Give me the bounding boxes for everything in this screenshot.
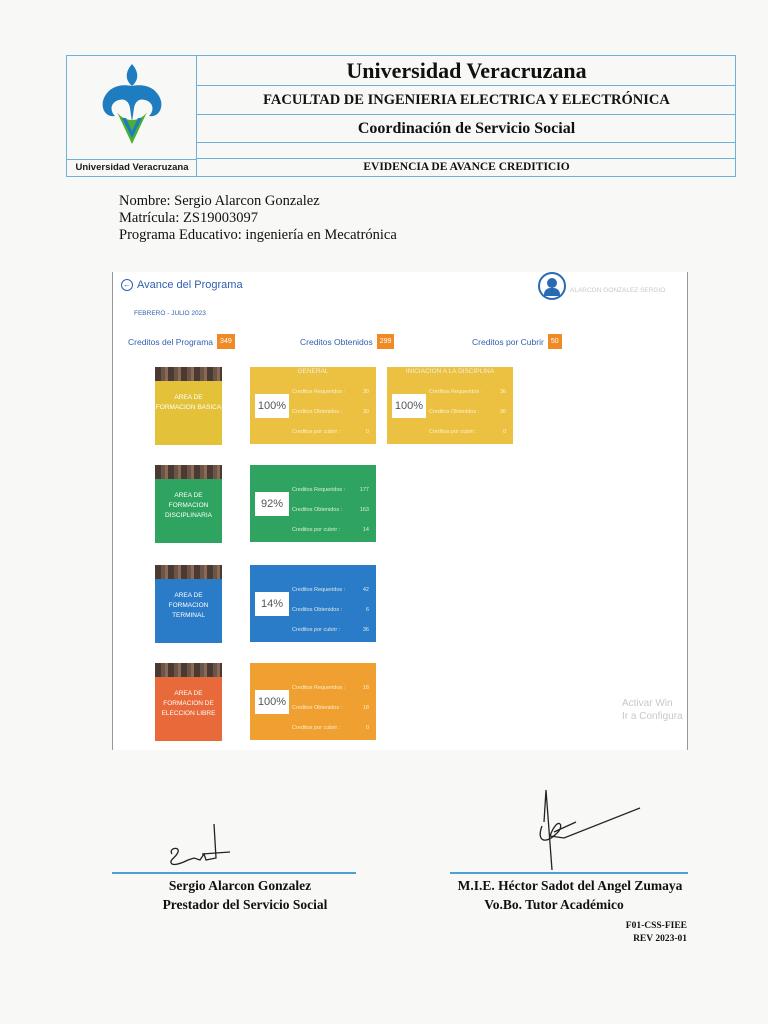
card-percent: 14% bbox=[255, 592, 289, 616]
card-row: Creditos por cubrir : 14 bbox=[292, 527, 369, 533]
tutor-signature bbox=[536, 786, 648, 872]
card-row: Creditos Obtenidos : 163 bbox=[292, 507, 369, 513]
area-tile-terminal[interactable] bbox=[155, 565, 222, 643]
card-row: Creditos por cubrir : 36 bbox=[292, 627, 369, 633]
card-row: Creditos Requeridos : 42 bbox=[292, 587, 369, 593]
card-percent: 92% bbox=[255, 492, 289, 516]
summary-obtained-label: Creditos Obtenidos bbox=[300, 336, 373, 347]
area-tile-label: AREA DE FORMACION TERMINAL bbox=[168, 592, 209, 619]
card-row: Creditos por cubrir : 0 bbox=[429, 429, 506, 435]
student-id: Matrícula: ZS19003097 bbox=[119, 210, 258, 226]
card-heading: INICIACION A LA DISCIPLINA bbox=[405, 368, 495, 375]
form-revision: REV 2023-01 bbox=[633, 934, 687, 944]
credit-card-disciplinaria[interactable] bbox=[250, 465, 376, 542]
screen-title-text: Avance del Programa bbox=[137, 279, 243, 291]
summary-obtained-value: 299 bbox=[377, 334, 395, 349]
blank-row bbox=[197, 143, 736, 159]
card-row: Creditos por cubrir : 0 bbox=[292, 429, 369, 435]
user-avatar-icon[interactable] bbox=[538, 272, 566, 300]
document-title: EVIDENCIA DE AVANCE CREDITICIO bbox=[363, 161, 570, 173]
summary-program bbox=[128, 334, 235, 349]
student-info bbox=[119, 193, 397, 244]
credit-card-eleccion-libre[interactable] bbox=[250, 663, 376, 740]
student-signer-name: Sergio Alarcon Gonzalez bbox=[168, 878, 312, 893]
area-tile-label: AREA DE FORMACION BASICA bbox=[155, 394, 222, 411]
university-logo bbox=[95, 62, 169, 146]
card-row: Creditos Obtenidos : 36 bbox=[429, 409, 506, 415]
card-percent: 100% bbox=[255, 690, 289, 714]
period-label: FEBRERO - JULIO 2023 bbox=[134, 310, 206, 317]
area-tile-label: AREA DE FORMACION DE ELECCION LIBRE bbox=[161, 690, 216, 717]
card-row: Creditos por cubrir : 0 bbox=[292, 725, 369, 731]
summary-obtained bbox=[300, 334, 394, 349]
area-tile-disciplinaria[interactable] bbox=[155, 465, 222, 543]
summary-remaining-label: Creditos por Cubrir bbox=[472, 336, 544, 347]
credit-card-iniciacion[interactable] bbox=[387, 367, 513, 444]
card-heading: GENERAL bbox=[297, 368, 329, 375]
summary-remaining bbox=[472, 334, 562, 349]
card-row: Creditos Requeridos : 177 bbox=[292, 487, 369, 493]
screen-title bbox=[121, 279, 243, 291]
card-row: Creditos Requeridos : 36 bbox=[429, 389, 506, 395]
activation-watermark: Activar Win Ir a Configura bbox=[622, 698, 683, 722]
university-title: Universidad Veracruzana bbox=[197, 56, 736, 86]
card-row: Creditos Obtenidos : 6 bbox=[292, 607, 369, 613]
student-signer-role: Prestador del Servicio Social bbox=[162, 897, 328, 912]
credit-card-general[interactable] bbox=[250, 367, 376, 444]
card-row: Creditos Obtenidos : 30 bbox=[292, 409, 369, 415]
tutor-signature-line bbox=[450, 872, 688, 874]
credit-card-terminal[interactable] bbox=[250, 565, 376, 642]
student-program: Programa Educativo: ingeniería en Mecatrónica bbox=[119, 227, 397, 243]
progress-screenshot bbox=[112, 272, 688, 750]
user-name: ALARCON GONZALEZ SERGIO bbox=[570, 287, 666, 294]
form-code: F01-CSS-FIEE bbox=[625, 921, 687, 931]
tutor-signer-name: M.I.E. Héctor Sadot del Angel Zumaya bbox=[457, 878, 683, 893]
summary-remaining-value: 50 bbox=[548, 334, 562, 349]
student-name: Nombre: Sergio Alarcon Gonzalez bbox=[119, 193, 320, 209]
card-percent: 100% bbox=[255, 394, 289, 418]
document-header bbox=[66, 55, 736, 177]
back-arrow-icon[interactable]: ← bbox=[123, 280, 131, 289]
logo-cell bbox=[67, 56, 197, 176]
area-tile-basica[interactable] bbox=[155, 367, 222, 445]
student-signature-line bbox=[112, 872, 356, 874]
card-percent: 100% bbox=[392, 394, 426, 418]
card-row: Creditos Obtenidos : 18 bbox=[292, 705, 369, 711]
faculty-title: FACULTAD DE INGENIERIA ELECTRICA Y ELECTRÓNICA bbox=[197, 86, 736, 115]
tutor-signer-role: Vo.Bo. Tutor Académico bbox=[484, 897, 624, 912]
summary-program-value: 349 bbox=[217, 334, 235, 349]
department-title: Coordinación de Servicio Social bbox=[197, 115, 736, 143]
area-tile-label: AREA DE FORMACION DISCIPLINARIA bbox=[165, 492, 212, 519]
logo-caption: Universidad Veracruzana bbox=[67, 159, 197, 176]
card-row: Creditos Requeridos : 18 bbox=[292, 685, 369, 691]
summary-program-label: Creditos del Programa bbox=[128, 336, 214, 347]
area-tile-eleccion-libre[interactable] bbox=[155, 663, 222, 741]
student-signature bbox=[166, 820, 236, 872]
card-row: Creditos Requeridos : 30 bbox=[292, 389, 369, 395]
